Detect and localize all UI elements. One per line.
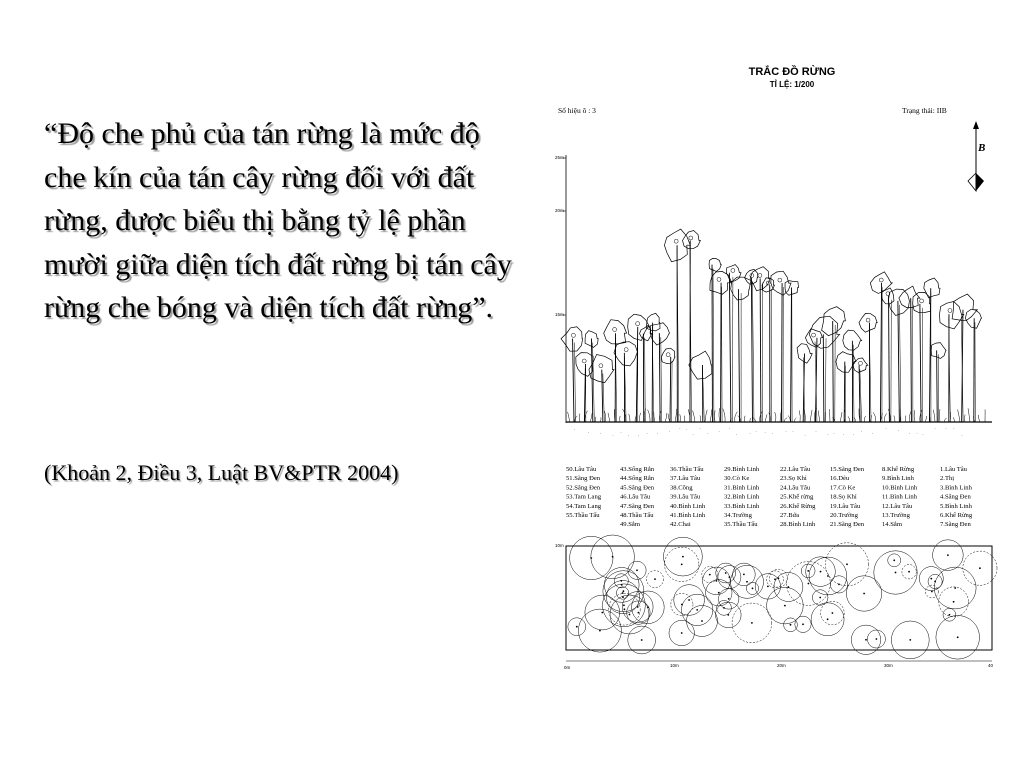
- tree-number-mark: ·: [679, 425, 681, 431]
- y-tick-20: 20m: [555, 208, 564, 213]
- legend-entry: 12.Lâu Tâu: [882, 502, 913, 510]
- legend-entry: 23.Sọ Khỉ: [780, 475, 807, 483]
- tree-number-mark: ·: [934, 425, 936, 431]
- x-tick-0: 0m: [564, 665, 571, 670]
- tree-number-mark: ·: [728, 426, 730, 432]
- tree-number-mark: ·: [871, 431, 874, 437]
- tree-profile: [561, 229, 985, 422]
- legend-entry: 3.Bình Linh: [940, 484, 972, 492]
- legend-entry: 45.Sãng Đen: [620, 484, 655, 492]
- tree-number-mark: ·: [916, 430, 918, 436]
- tree-number-mark: ·: [736, 431, 738, 437]
- tree-number-mark: ·: [885, 425, 887, 431]
- tree-number-mark: ·: [945, 425, 947, 431]
- legend-entry: 47.Sãng Đen: [620, 502, 655, 510]
- tree-number-mark: ·: [637, 432, 640, 438]
- diagram-title: TRẮC ĐỒ RỪNG: [748, 66, 836, 78]
- forest-status: Trạng thái: IIB: [902, 106, 947, 115]
- tree-number-mark: ·: [908, 431, 911, 436]
- north-arrow-icon: [968, 121, 985, 191]
- legend-entry: 33.Bình Linh: [724, 502, 760, 510]
- tree-number-mark: ·: [699, 425, 701, 431]
- tree-number-mark: ·: [953, 425, 955, 431]
- species-legend: [566, 466, 973, 528]
- legend-entry: 15.Sãng Đen: [830, 466, 865, 473]
- tree-number-mark: ·: [686, 426, 688, 432]
- tree-number-mark: ·: [620, 430, 622, 436]
- legend-entry: 39.Lâu Tâu: [670, 493, 701, 501]
- legend-entry: 34.Trường: [724, 512, 752, 519]
- tree-number-mark: ·: [656, 430, 659, 436]
- legend-entry: 4.Sãng Đen: [940, 493, 971, 501]
- legend-entry: 31.Bình Linh: [724, 484, 760, 492]
- tree-number-mark: ·: [852, 432, 855, 438]
- legend-entry: 27.Bứa: [780, 512, 800, 519]
- legend-entry: 41.Bình Linh: [670, 512, 706, 519]
- tree-number-mark: ·: [860, 428, 863, 434]
- legend-entry: 52.Sãng Đen: [566, 484, 601, 492]
- legend-entry: 40.Bình Linh: [670, 502, 706, 510]
- x-tick-30: 30m: [884, 663, 893, 668]
- tree-number-mark: ·: [599, 430, 602, 436]
- tree-number-mark: ·: [842, 431, 844, 437]
- tree-number-mark: ·: [646, 430, 648, 436]
- legend-entry: 1.Lâu Tâu: [940, 466, 967, 473]
- legend-entry: 17.Cò Ke: [830, 484, 856, 492]
- legend-entry: 8.Khế Rừng: [882, 466, 915, 473]
- legend-entry: 53.Tam Lang: [566, 493, 602, 501]
- x-tick-10: 10m: [670, 663, 679, 668]
- legend-entry: 6.Khế Rừng: [940, 512, 973, 519]
- legend-entry: 38.Công: [670, 484, 693, 492]
- tree-number-mark: ·: [749, 430, 751, 436]
- legend-entry: 16.Dẻu: [830, 475, 850, 483]
- legend-entry: 46.Lâu Tâu: [620, 493, 651, 501]
- tree-number-mark: ·: [669, 428, 671, 434]
- legend-entry: 50.Lâu Tâu: [566, 466, 597, 473]
- legend-entry: 51.Sãng Đen: [566, 475, 601, 483]
- tree-number-mark: ·: [897, 427, 900, 433]
- legend-entry: 36.Thầu Tấu: [670, 466, 704, 473]
- legend-entry: 2.Thị: [940, 475, 955, 483]
- tree-number-mark: ·: [771, 430, 774, 436]
- crown-plan: [555, 535, 997, 670]
- legend-entry: 29.Bình Linh: [724, 466, 760, 473]
- legend-entry: 22.Lâu Tâu: [780, 466, 811, 473]
- legend-entry: 30.Cò Ke: [724, 475, 750, 483]
- tree-number-mark: ·: [961, 432, 963, 438]
- tree-number-mark: ·: [804, 432, 806, 438]
- tree-numbers: [574, 425, 963, 438]
- legend-entry: 11.Bình Linh: [882, 493, 917, 501]
- tree-number-mark: ·: [815, 428, 817, 434]
- y-tick-25: 25m: [555, 155, 564, 160]
- definition-quote: “Độ che phủ của tán rừng là mức độ che kín của tán cây rừng đối với đất rừng, được biểu thị bằng tỷ lệ phần mười giữa diện tích đất rừng bị tán cây rừng che bóng và diện tích đất rừng”.: [44, 117, 512, 324]
- diagram-scale: TỈ LỆ: 1/200: [769, 80, 815, 89]
- legend-entry: 35.Thầu Tấu: [724, 521, 758, 529]
- legend-entry: 21.Sãng Đen: [830, 521, 865, 529]
- legend-entry: 10.Bình Linh: [882, 484, 918, 492]
- forest-profile-diagram: [552, 55, 1000, 675]
- tree-number-mark: ·: [718, 429, 720, 434]
- legend-entry: 28.Bình Linh: [780, 521, 816, 529]
- legend-entry: 49.Sắm: [620, 521, 640, 529]
- legend-entry: 25.Khế rừng: [780, 493, 814, 501]
- tree-number-mark: ·: [827, 431, 829, 437]
- x-tick-40: 40: [988, 663, 994, 668]
- tree-number-mark: ·: [833, 431, 835, 437]
- tree-number-mark: ·: [792, 428, 794, 434]
- legend-entry: 42.Chai: [670, 521, 691, 529]
- tree-number-mark: ·: [612, 432, 614, 438]
- legend-entry: 9.Bình Linh: [882, 475, 914, 483]
- tree-number-mark: ·: [755, 428, 757, 434]
- y-tick-15: 15m: [555, 312, 564, 317]
- north-label: B: [978, 142, 986, 154]
- legend-entry: 43.Sống Rắn: [620, 466, 655, 473]
- legend-entry: 19.Lâu Tâu: [830, 502, 861, 510]
- plot-number: Số hiệu ô : 3: [558, 106, 596, 115]
- height-axis: [555, 155, 566, 423]
- legend-entry: 37.Lâu Tâu: [670, 475, 701, 483]
- legend-entry: 20.Trường: [830, 512, 858, 519]
- tree-number-mark: ·: [785, 428, 787, 434]
- tree-number-mark: ·: [574, 426, 576, 432]
- legend-entry: 18.Sọ Khỉ: [830, 493, 857, 501]
- tree-number-mark: ·: [587, 429, 589, 435]
- plan-width-label: 10m: [555, 543, 564, 548]
- x-tick-20: 20m: [777, 663, 786, 668]
- tree-number-mark: ·: [764, 429, 766, 435]
- legend-entry: 26.Khế Rừng: [780, 502, 816, 510]
- legend-entry: 32.Bình Linh: [724, 493, 760, 501]
- legend-entry: 5.Bình Linh: [940, 502, 972, 510]
- legend-entry: 54.Tam Lang: [566, 502, 602, 510]
- legend-entry: 44.Sống Rắn: [620, 475, 655, 483]
- tree-number-mark: ·: [692, 432, 694, 437]
- legend-entry: 24.Lâu Tâu: [780, 484, 811, 492]
- legend-entry: 13.Trường: [882, 512, 910, 519]
- legend-entry: 14.Sắm: [882, 521, 902, 529]
- legal-citation: (Khoản 2, Điều 3, Luật BV&PTR 2004): [44, 460, 399, 485]
- legend-entry: 7.Sãng Đen: [940, 521, 971, 529]
- tree-number-mark: ·: [628, 432, 630, 438]
- tree-number-mark: ·: [922, 431, 924, 437]
- tree-number-mark: ·: [707, 431, 709, 437]
- legend-entry: 48.Thầu Tấu: [620, 512, 654, 519]
- legend-entry: 55.Thầu Tấu: [566, 512, 600, 519]
